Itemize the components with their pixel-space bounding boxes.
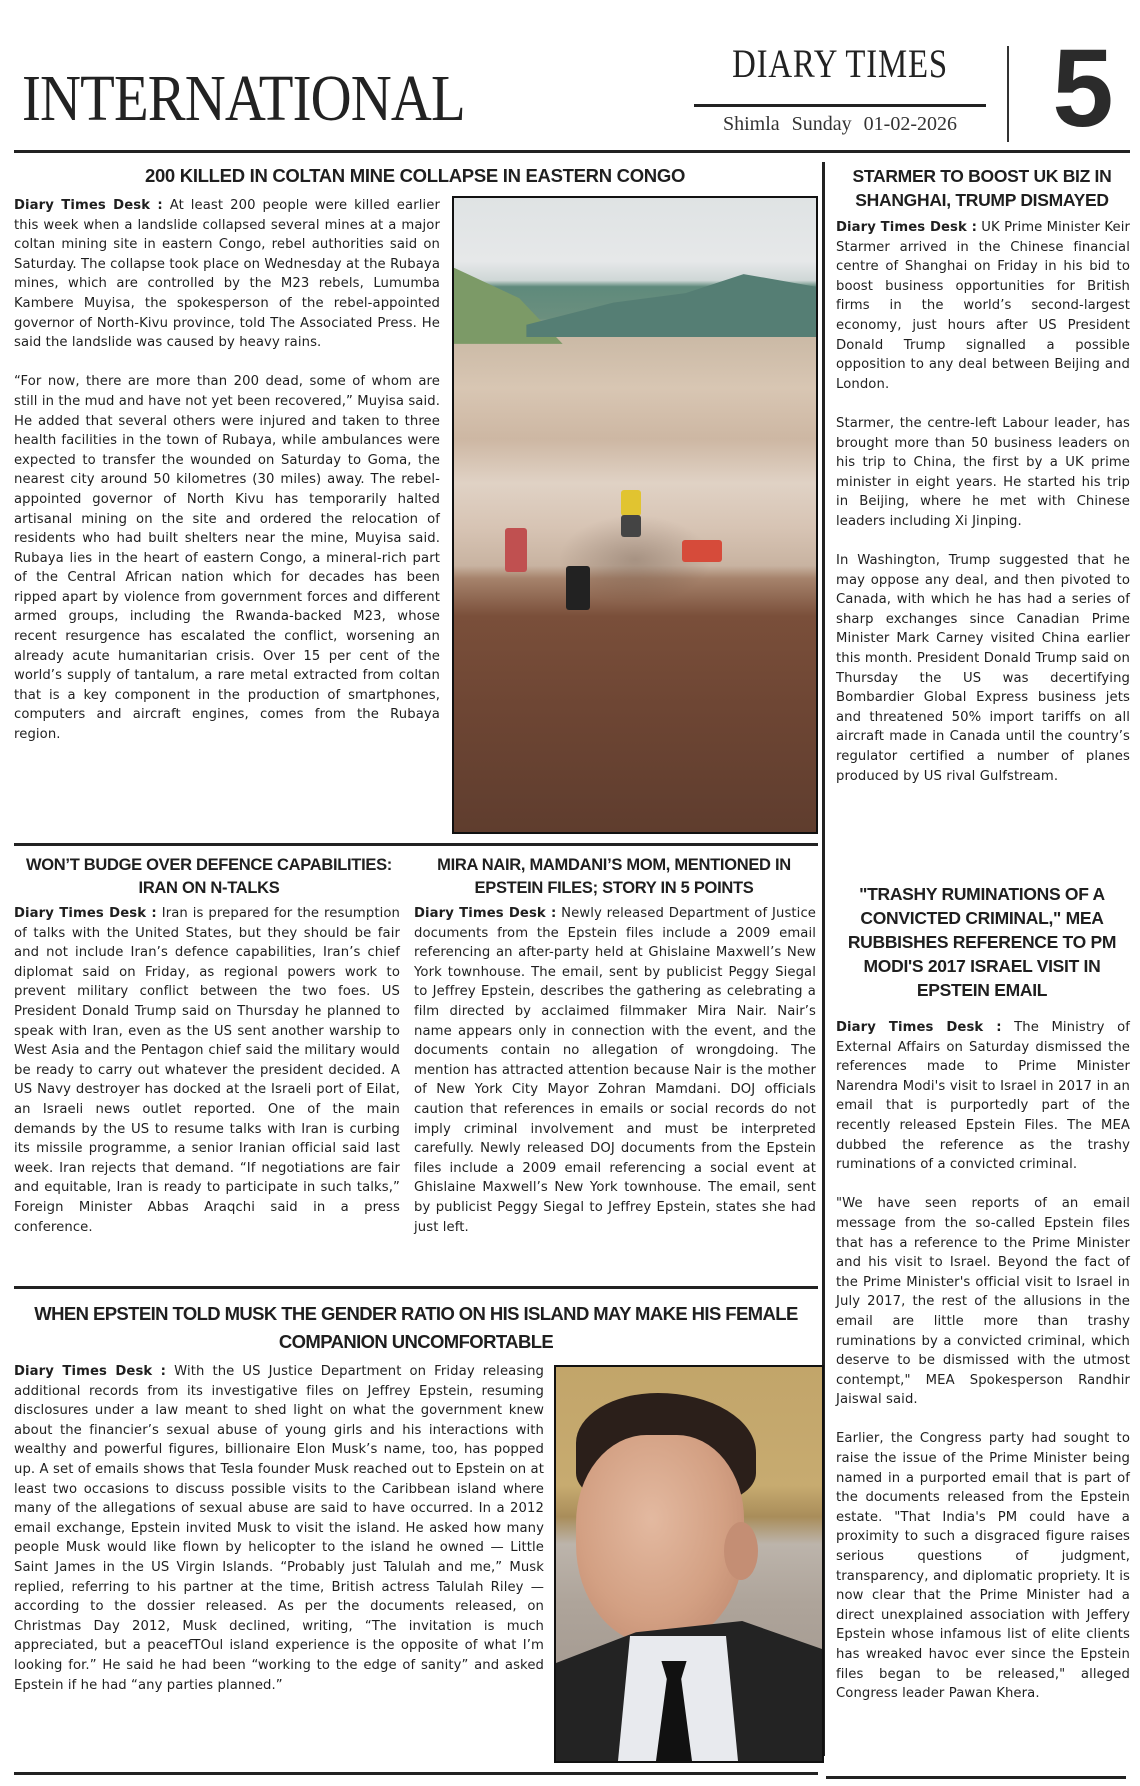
headline-starmer: STARMER TO BOOST UK BIZ IN SHANGHAI, TRUMP DISMAYED bbox=[852, 166, 1112, 210]
masthead-divider bbox=[1007, 46, 1009, 142]
section-rule bbox=[14, 1286, 818, 1289]
article-body-starmer: Diary Times Desk : UK Prime Minister Keir Starmer arrived in the Chinese financial centre of Shanghai on Friday in his bid to boost business opportunities for British firms in the world’s second-largest economy, just hours after US President Donald Trump signalled a possible opposition to any deal between Beijing and London. Starmer, the centre-left Labour leader, has brought more than 50 business leaders on his trip to China, the first by a UK prime minister in eight years. He started his trip in Beijing, where he met with Chinese leaders including Xi Jinping. In Washington, Trump suggested that he may oppose any deal, and then pivoted to Canada, with which he has had a series of sharp exchanges since Canadian Prime Minister Mark Carney visited China earlier this month. President Donald Trump said on Thursday the US was decertifying Bombardier Global Express business jets and threatened 50% import tariffs on all aircraft made in Canada until the country’s regulator certified a number of planes produced by US rival Gulfstream. bbox=[836, 220, 1131, 784]
section-title: INTERNATIONAL bbox=[22, 62, 465, 135]
dateline-city: Shimla bbox=[723, 113, 780, 135]
article-body-iran: Diary Times Desk : Iran is prepared for the resumption of talks with the United States, but they should be fair and not include Iran’s defence capabilities, Iran’s chief diplomat said on Friday, as regional powers work to prevent military conflict between the two foes. US President Donald Trump said on Thursday he planned to speak with Iran, even as the US sent another warship to West Asia and the Pentagon chief said the military would be ready to carry out whatever the president decided. A US Navy destroyer has docked at the Israeli port of Eilat, an Israeli news outlet reported. One of the main demands by the US to resume talks with Iran is curbing its missile programme, a senior Iranian official said last week. Iran rejects that demand. “If negotiations are fair and equitable, Iran is ready to participate in such talks,” Foreign Minister Abbas Araqchi said in a press conference. bbox=[14, 906, 401, 1235]
byline: Diary Times Desk : bbox=[836, 220, 977, 235]
photo-worker bbox=[621, 490, 641, 516]
paper-name: DIARY TIMES bbox=[732, 41, 948, 86]
byline: Diary Times Desk : bbox=[14, 198, 163, 213]
dateline-day: Sunday bbox=[791, 113, 852, 135]
article-body-congo: Diary Times Desk : At least 200 people were killed earlier this week when a landslide collapsed several mines at a major coltan mining site in eastern Congo, rebel authorities said on Saturday. The collapse took place on Wednesday at the Rubaya mines, which are controlled by the M23 rebels, Lumumba Kambere Muyisa, the spokesperson of the rebel-appointed governor of North-Kivu province, told The Associated Press. He said the landslide was caused by heavy rains. “For now, there are more than 200 dead, some of whom are still in the mud and have not yet been recovered,” Muyisa said. He added that several others were injured and taken to three health facilities in the town of Rubaya, while ambulances were expected to transfer the wounded on Saturday to Goma, the nearest city around 50 kilometres (30 miles) away. The rebel-appointed governor of North Kivu has temporarily halted artisanal mining on the site and ordered the relocation of residents who had built shelters near the mine, Muyisa said. Rubaya lies in the heart of eastern Congo, a mineral-rich part of the Central African nation which for decades has been ripped apart by violence from government forces and different armed groups, including the Rwanda-backed M23, whose recent resurgence has escalated the conflict, worsening an already acute humanitarian crisis. Over 15 per cent of the world’s supply of tantalum, a rare metal extracted from coltan that is a key component in the production of smartphones, computers and aircraft engines, comes from the Rubaya region. bbox=[14, 198, 440, 743]
bottom-rule bbox=[826, 1776, 1126, 1779]
mine-collapse-photo bbox=[452, 196, 818, 834]
byline: Diary Times Desk : bbox=[14, 1364, 167, 1379]
dateline bbox=[694, 112, 986, 136]
page-number: 5 bbox=[1052, 27, 1114, 150]
headline-mea: "TRASHY RUMINATIONS OF A CONVICTED CRIMINAL," MEA RUBBISHES REFERENCE TO PM MODI'S 2017 ISRAEL VISIT IN EPSTEIN EMAIL bbox=[847, 884, 1117, 1000]
article-body-musk: Diary Times Desk : With the US Justice Department on Friday releasing additional records from its investigative files on Jeffrey Epstein, resuming disclosures under a law meant to shed light on what the government knew about the financier’s sexual abuse of young girls and his interactions with wealthy and powerful figures, billionaire Elon Musk’s name, too, has popped up. A set of emails shows that Tesla founder Musk reached out to Epstein on at least two occasions to discuss possible visits to the Caribbean island where many of the allegations of sexual abuse are said to have occurred. In a 2012 email exchange, Epstein invited Musk to visit the island. He asked how many people Musk would like flown by helicopter to the island he owned — Little Saint James in the US Virgin Islands. “Probably just Talulah and me,” Musk replied, referring to his partner at the time, British actress Talulah Riley — according to the dossier released. As per the documents released, on Christmas Day 2012, Musk declined, writing, “The invitation is much appreciated, but a peacefTOul island experience is the opposite of what I’m looking for.” He said he had been “working to the edge of sanity” and asked Epstein if he had “any parties planned.” bbox=[14, 1364, 545, 1693]
photo-mountain bbox=[526, 274, 816, 337]
byline: Diary Times Desk : bbox=[414, 906, 557, 921]
article-body-mea: Diary Times Desk : The Ministry of External Affairs on Saturday dismissed the references made to Prime Minister Narendra Modi's visit to Israel in 2017 in an email that is purportedly part of the recently released Epstein Files. The MEA dubbed the reference as the trashy ruminations of a convicted criminal. "We have seen reports of an email message from the so-called Epstein files that has a reference to the Prime Minister and his visit to Israel. Beyond the fact of the Prime Minister's official visit to Israel in July 2017, the rest of the allusions in the email are little more than trashy ruminations by a convicted criminal, which deserve to be dismissed with the utmost contempt," MEA Spokesperson Randhir Jaiswal said. Earlier, the Congress party had sought to raise the issue of the Prime Minister being named in a purported email that is part of the documents released from the Epstein estate. "That India's PM could have a proximity to such a disgraced figure raises serious questions of judgment, transparency, and diplomatic propriety. It is now clear that the Prime Minister had a direct unexplained association with Jeffery Epstein whose infamous list of elite clients has wreaked havoc ever since the Epstein files began to be released," alleged Congress leader Pawan Khera. bbox=[836, 1020, 1131, 1702]
photo-worker bbox=[505, 528, 527, 572]
photo-worker bbox=[566, 566, 590, 610]
headline-iran: WON’T BUDGE OVER DEFENCE CAPABILITIES: IRAN ON N-TALKS bbox=[26, 856, 392, 897]
byline: Diary Times Desk : bbox=[14, 906, 157, 921]
photo-face bbox=[576, 1435, 744, 1645]
photo-worker bbox=[621, 515, 641, 537]
masthead-bottom-rule bbox=[14, 150, 1130, 153]
headline-congo: 200 KILLED IN COLTAN MINE COLLAPSE IN EASTERN CONGO bbox=[144, 165, 686, 186]
section-rule bbox=[14, 843, 818, 846]
masthead-rule bbox=[694, 104, 986, 107]
headline-musk: WHEN EPSTEIN TOLD MUSK THE GENDER RATIO ON HIS ISLAND MAY MAKE HIS FEMALE COMPANION UNCOMFORTABLE bbox=[34, 1303, 798, 1352]
headline-mira-nair: MIRA NAIR, MAMDANI’S MOM, MENTIONED IN EPSTEIN FILES; STORY IN 5 POINTS bbox=[437, 856, 791, 897]
byline: Diary Times Desk : bbox=[836, 1020, 1002, 1035]
photo-worker bbox=[682, 540, 722, 562]
musk-portrait-photo bbox=[554, 1365, 824, 1763]
article-body-mira-nair: Diary Times Desk : Newly released Department of Justice documents from the Epstein files include a 2009 email referencing an after-party held at Ghislaine Maxwell’s New York townhouse. The email, sent by publicist Peggy Siegal to Jeffrey Epstein, describes the gathering as celebrating a film directed by acclaimed filmmaker Mira Nair. Nair’s name appears only in connection with the event, and the documents contain no allegation of wrongdoing. The mention has attracted attention because Nair is the mother of New York City Mayor Zohran Mamdani. DOJ officials caution that references in emails or social records do not imply criminal involvement and must be interpreted carefully. Newly released DOJ documents from the Epstein files include a 2009 email referencing a social event at Ghislaine Maxwell’s New York townhouse. The email, sent by publicist Peggy Siegal to Jeffrey Epstein, states she had just left. bbox=[414, 906, 817, 1235]
bottom-rule bbox=[14, 1772, 818, 1775]
photo-ear bbox=[724, 1522, 758, 1580]
dateline-date: 01-02-2026 bbox=[863, 113, 957, 135]
